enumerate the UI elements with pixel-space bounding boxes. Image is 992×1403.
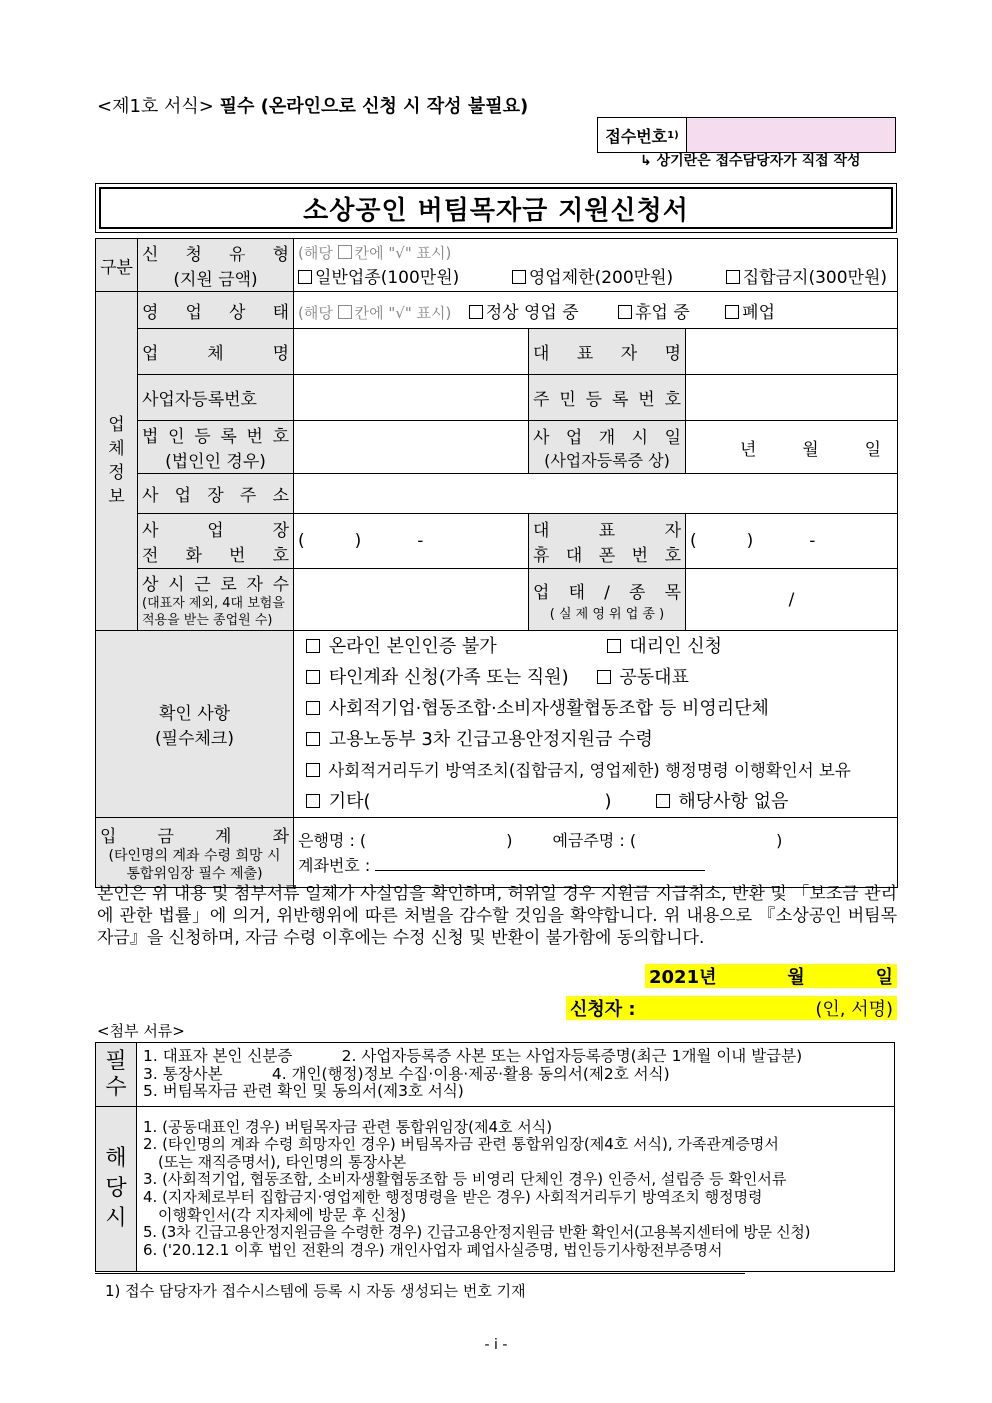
checkbox-icon [725, 305, 739, 319]
receipt-number-box [597, 117, 896, 153]
sign-date[interactable]: 2021년 월 일 [645, 964, 897, 988]
biz-reg-no-field[interactable] [294, 375, 529, 421]
company-name-label: 업 체 명 [138, 329, 294, 375]
conditional-docs-list: 1. (공동대표인 경우) 버팀목자금 관련 통합위임장(제4호 서식) 2. (타인명의 계좌 수령 희망자인 경우) 버팀목자금 관련 통합위임장(제4호 서식), 가족관계증명서 (또는 재직증명서), 타인명의 통장사본 3. (사회적기업, 협동조합, 소비자생활협동조합 등 비영리 단체인 경우) 인증서, 설립증 등 확인서류 4. (지자체로부터 집합금지·영업제한 행정명령을 받은 경우) 사회적거리두기 방역조치 행정명령 이행확인서(각 지자체에 방문 후 신청) 5. (3차 긴급고용안정지원금을 수령한 경우) 긴급고용안정지원금 반환 확인서(고용복지센터에 방문 신청) 6. ('20.12.1 이후 법인 전환의 경우) 개인사업자 폐업사실증명, 법인등기사항전부증명서 [137, 1107, 895, 1272]
apply-type-label: 신 청 유 형 (지원 금액) [138, 239, 294, 292]
conditional-docs-label: 해당시 [96, 1107, 137, 1272]
pledge-text: 본인은 위 내용 및 첨부서류 일체가 사실임을 확인하며, 허위일 경우 지원금 지급취소, 반환 및 「보조금 관리에 관한 법률」에 의거, 위반행위에 따른 처벌을 감수할 것임을 확약합니다. 위 내용으로 『소상공인 버팀목자금』을 신청하며, 자금 수령 이후에는 수정 신청 및 반환이 불가함에 동의합니다. [97, 884, 897, 948]
checkbox-icon [298, 270, 312, 284]
checkbox-icon [512, 270, 526, 284]
account-fields [294, 818, 898, 888]
receipt-number-label: 접수번호 1) [598, 118, 687, 152]
confirm-co-rep[interactable]: 공동대표 [597, 667, 689, 688]
resident-no-field[interactable] [686, 375, 898, 421]
form-header [97, 92, 528, 118]
checkbox-icon [607, 639, 621, 653]
apply-option-restricted[interactable]: 영업제한(200만원) [512, 263, 673, 288]
employees-label: 상 시 근 로 자 수 (대표자 제외, 4대 보험을 적용을 받는 종업원 수) [138, 569, 294, 631]
holder-name-field[interactable]: 예금주명 : ( ) [552, 830, 783, 850]
confirm-employment-subsidy[interactable]: 고용노동부 3차 긴급고용안정지원금 수령 [306, 724, 893, 755]
address-field[interactable] [294, 474, 898, 514]
confirm-nonprofit[interactable]: 사회적기업·협동조합·소비자생활협동조합 등 비영리단체 [306, 693, 893, 724]
biz-reg-no-label: 사업자등록번호 [138, 375, 294, 421]
biz-type-field[interactable]: / [686, 569, 898, 631]
page-title: 소상공인 버팀목자금 지원신청서 [99, 187, 893, 229]
checkbox-icon [618, 305, 632, 319]
biz-type-label: 업 태 / 종 목 ( 실 제 영 위 업 종 ) [529, 569, 686, 631]
form-number: <제1호 서식> [97, 96, 214, 117]
corp-reg-no-label: 법 인 등 록 번 호 (법인인 경우) [138, 421, 294, 474]
footnote: 1) 접수 담당자가 접수시스템에 등록 시 자동 생성되는 번호 기재 [105, 1282, 526, 1300]
checkbox-icon [469, 305, 483, 319]
category-label: 구분 [96, 239, 138, 292]
address-label: 사 업 장 주 소 [138, 474, 294, 514]
page-number: - i - [484, 1337, 508, 1353]
bank-name-field[interactable]: 은행명 : ( ) [298, 830, 513, 850]
apply-type-options: (해당 칸에 "√" 표시) 일반업종(100만원) 영업제한(200만원) 집합금지(300만원) [294, 239, 898, 292]
receipt-note: ↳ 상기란은 접수담당자가 직접 작성 [640, 153, 861, 169]
checkbox-icon [656, 794, 670, 808]
biz-status-options: (해당 칸에 "√" 표시) 정상 영업 중 휴업 중 폐업 [294, 292, 898, 329]
checkbox-icon [306, 794, 320, 808]
open-date-label: 사 업 개 시 일 (사업자등록증 상) [529, 421, 686, 474]
footnote-divider [95, 1273, 745, 1274]
biz-status-suspended[interactable]: 휴업 중 [618, 303, 690, 323]
company-info-label: 업체정보 [96, 292, 138, 631]
application-form-table [95, 238, 898, 888]
confirm-items [294, 631, 898, 818]
form-required-note: 필수 (온라인으로 신청 시 작성 불필요) [219, 96, 529, 117]
resident-no-label: 주 민 등 록 번 호 [529, 375, 686, 421]
required-docs-list: 1. 대표자 본인 신분증 2. 사업자등록증 사본 또는 사업자등록증명(최근 1개월 이내 발급분) 3. 통장사본 4. 개인(행정)정보 수집·이용·제공·활용 동의서(제2호 서식) 5. 버팀목자금 관련 확인 및 동의서(제3호 서식) [137, 1043, 895, 1107]
receipt-number-field[interactable] [687, 118, 895, 152]
checkbox-hint-icon [338, 245, 352, 259]
confirm-no-online-auth[interactable]: 온라인 본인인증 불가 [306, 636, 497, 657]
checkbox-icon [726, 270, 740, 284]
rep-name-field[interactable] [686, 329, 898, 375]
account-no-field[interactable]: 계좌번호 : [298, 853, 893, 878]
biz-status-closed[interactable]: 폐업 [725, 303, 775, 323]
account-label: 입 금 계 좌 (타인명의 계좌 수령 희망 시 통합위임장 필수 제출) [96, 818, 294, 888]
rep-phone-field[interactable]: ( ) - [686, 514, 898, 569]
checkbox-icon [306, 701, 320, 715]
corp-reg-no-field[interactable] [294, 421, 529, 474]
checkbox-icon [306, 639, 320, 653]
apply-option-general[interactable]: 일반업종(100만원) [298, 263, 459, 288]
biz-phone-label: 사 업 장 전 화 번 호 [138, 514, 294, 569]
biz-status-normal[interactable]: 정상 영업 중 [469, 303, 579, 323]
confirm-distancing-order[interactable]: 사회적거리두기 방역조치(집합금지, 영업제한) 행정명령 이행확인서 보유 [306, 755, 893, 786]
applicant-signature[interactable]: 신청자 : (인, 서명) [566, 996, 897, 1020]
rep-phone-label: 대 표 자 휴 대 폰 번 호 [529, 514, 686, 569]
checkbox-hint-icon [338, 305, 352, 319]
biz-phone-field[interactable]: ( ) - [294, 514, 529, 569]
checkbox-icon [597, 670, 611, 684]
attachments-table [95, 1042, 895, 1272]
confirm-other[interactable]: 기타( ) [306, 791, 612, 812]
open-date-field[interactable]: 년 월 일 [686, 421, 898, 474]
checkbox-icon [306, 670, 320, 684]
checkbox-icon [306, 763, 320, 777]
apply-option-banned[interactable]: 집합금지(300만원) [726, 263, 887, 288]
rep-name-label: 대 표 자 명 [529, 329, 686, 375]
biz-status-label: 영 업 상 태 [138, 292, 294, 329]
company-name-field[interactable] [294, 329, 529, 375]
checkbox-icon [306, 732, 320, 746]
confirm-other-account[interactable]: 타인계좌 신청(가족 또는 직원) [306, 667, 569, 688]
employees-field[interactable] [294, 569, 529, 631]
title-box [95, 183, 897, 233]
confirm-none[interactable]: 해당사항 없음 [656, 791, 789, 812]
confirm-proxy[interactable]: 대리인 신청 [607, 636, 722, 657]
attachments-label: <첨부 서류> [97, 1022, 185, 1040]
confirm-label: 확인 사항 (필수체크) [96, 631, 294, 818]
required-docs-label: 필수 [96, 1043, 137, 1107]
